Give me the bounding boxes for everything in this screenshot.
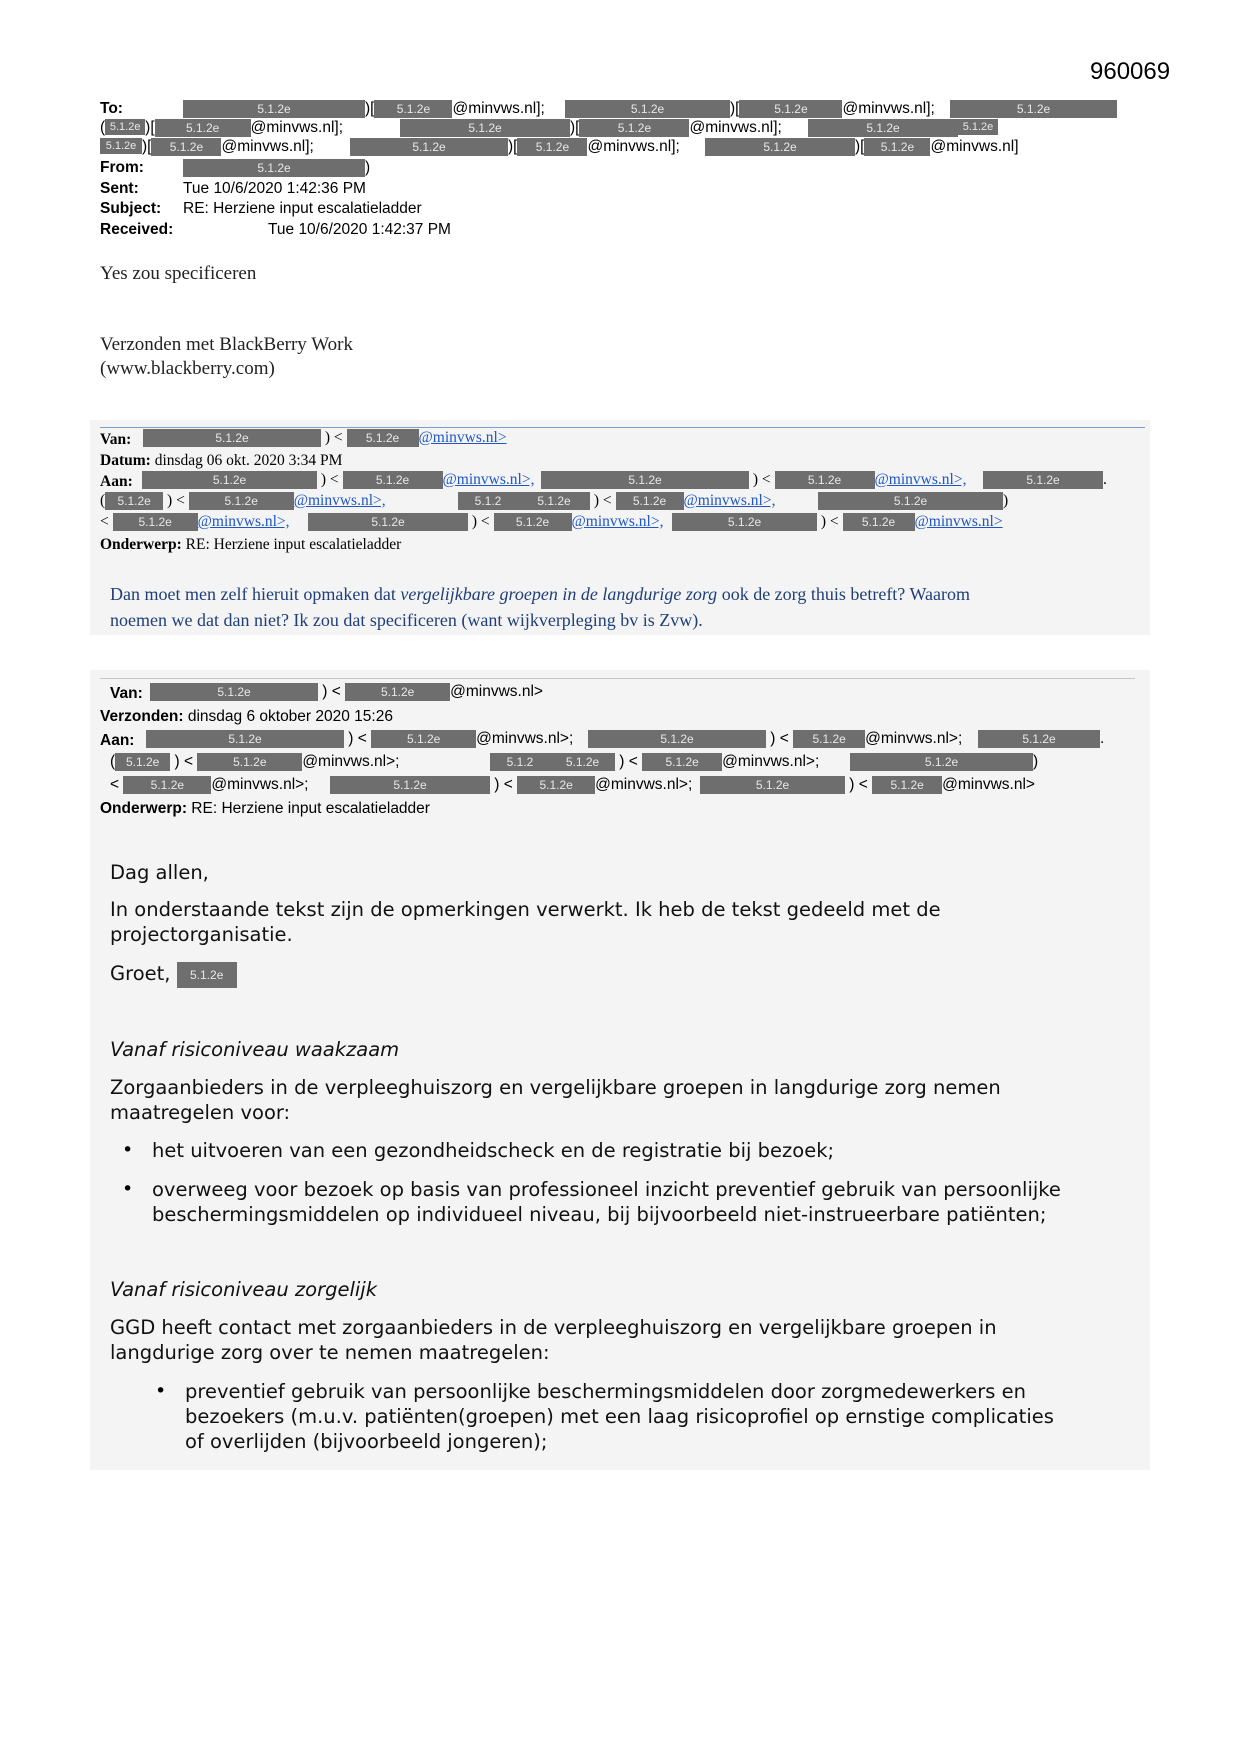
redaction: 5.1.2e (700, 776, 845, 794)
section2-bullet-1-line-3: of overlijden (bijvoorbeeld jongeren); (185, 1430, 548, 1453)
section1-intro-line-1: Zorgaanbieders in de verpleeghuiszorg en vergelijkbare groepen in langdurige zorg nemen (110, 1076, 1001, 1099)
redaction: 5.1.2e (739, 100, 842, 118)
redaction: 5.1.2e (843, 513, 915, 531)
onderwerp-value: RE: Herziene input escalatieladder (191, 800, 430, 817)
redaction: 5.1.2e (155, 119, 251, 137)
section1-bullet-2-line-2: beschermingsmiddelen op individueel niveau, bij bijvoorbeeld niet-instrueerbare patiënten; (152, 1203, 1047, 1226)
section2-bullet-1-line-1: preventief gebruik van persoonlijke beschermingsmiddelen door zorgmedewerkers en (185, 1380, 1026, 1403)
redaction: 5.1.2e (345, 683, 450, 701)
section1-bullet-2-line-1: overweeg voor bezoek op basis van professioneel inzicht preventief gebruik van persoonlijke (152, 1178, 1061, 1201)
redaction: 5.1.2e (978, 730, 1100, 748)
sent-value: Tue 10/6/2020 1:42:36 PM (183, 180, 366, 197)
redaction: 5.1.2e (100, 138, 142, 154)
datum-value: dinsdag 06 okt. 2020 3:34 PM (154, 452, 343, 469)
email-domain: @minvws.nl] (930, 138, 1019, 155)
redaction: 5.1.2e (177, 962, 237, 988)
email-domain: @minvws.nl>; (595, 776, 693, 793)
redaction: 5.1.2e (105, 119, 145, 135)
redaction: 5.1.2e (143, 429, 321, 447)
bullet: • (155, 1380, 167, 1402)
redaction: 5.1.2e (517, 138, 587, 156)
email-domain: @minvws.nl]; (587, 138, 680, 155)
redaction: 5.1.2e (642, 753, 722, 771)
redaction: 5.1.2e (518, 492, 590, 510)
van-label: Van: (100, 431, 132, 448)
email-domain: @minvws.nl> (942, 776, 1035, 793)
redaction: 5.1.2e (793, 730, 865, 748)
redaction: 5.1.2e (115, 753, 170, 771)
redaction: 5.1.2e (808, 119, 958, 137)
redaction: 5.1.2e (105, 492, 163, 510)
redaction: 5.1.2e (374, 100, 452, 118)
redaction: 5.1.2e (146, 730, 344, 748)
email-domain: @minvws.nl>; (211, 776, 309, 793)
redaction: 5.1.2e (616, 492, 684, 510)
redaction: 5.1.2e (950, 100, 1117, 118)
section2-intro-line-1: GGD heeft contact met zorgaanbieders in de verpleeghuiszorg en vergelijkbare groepen in (110, 1316, 997, 1339)
redaction: 5.1.2e (872, 776, 942, 794)
from-label: From: (100, 159, 144, 176)
redaction: 5.1.2e (550, 753, 615, 771)
redaction: 5.1.2e (958, 119, 998, 135)
datum-label: Datum: (100, 452, 151, 469)
sent-label: Sent: (100, 180, 139, 197)
subject-value: RE: Herziene input escalatieladder (183, 200, 422, 217)
redaction-partial: 5.1.2 (490, 753, 550, 771)
email-link[interactable]: @minvws.nl>, (874, 471, 967, 488)
redaction: 5.1.2e (197, 753, 302, 771)
email-domain: @minvws.nl>; (865, 730, 963, 747)
redaction: 5.1.2e (494, 513, 572, 531)
email-link[interactable]: @minvws.nl>, (197, 513, 290, 530)
subject-label: Subject: (100, 200, 162, 217)
redaction: 5.1.2e (343, 471, 443, 489)
redaction: 5.1.2e (350, 138, 508, 156)
redaction: 5.1.2e (183, 100, 365, 118)
onderwerp-label: Onderwerp: (100, 536, 182, 553)
redaction: 5.1.2e (579, 119, 689, 137)
email-domain: @minvws.nl]; (250, 119, 344, 136)
email-link[interactable]: @minvws.nl>, (442, 471, 535, 488)
redaction: 5.1.2e (565, 100, 730, 118)
redaction: 5.1.2e (818, 492, 1003, 510)
closing: Groet, 5.1.2e (110, 961, 237, 988)
email-domain: @minvws.nl]; (689, 119, 782, 136)
email-link[interactable]: @minvws.nl> (914, 513, 1003, 530)
redaction: 5.1.2e (541, 471, 749, 489)
redaction: 5.1.2e (142, 471, 317, 489)
received-label: Received: (100, 221, 174, 238)
divider (100, 427, 1145, 428)
onderwerp-label: Onderwerp: (100, 800, 187, 817)
section2-title: Vanaf risiconiveau zorgelijk (110, 1278, 378, 1301)
redaction: 5.1.2e (588, 730, 766, 748)
email2-body-line-2: noemen we dat dan niet? Ik zou dat specificeren (want wijkverpleging bv is Zvw). (110, 610, 703, 630)
redaction: 5.1.2e (371, 730, 476, 748)
email-domain: @minvws.nl]; (221, 138, 314, 155)
bullet: • (122, 1139, 134, 1161)
email1-body: Yes zou specificeren (100, 263, 257, 284)
aan-label: Aan: (100, 732, 135, 749)
redaction: 5.1.2e (308, 513, 468, 531)
email-domain: @minvws.nl>; (722, 753, 820, 770)
email-link[interactable]: @minvws.nl>, (683, 492, 776, 509)
email-domain: @minvws.nl>; (476, 730, 574, 747)
para1-line-1: In onderstaande tekst zijn de opmerkingen verwerkt. Ik heb de tekst gedeeld met de (110, 898, 941, 921)
redaction-partial: 5.1.2 (458, 492, 518, 510)
redaction: 5.1.2e (517, 776, 595, 794)
redaction: 5.1.2e (864, 138, 930, 156)
redaction: 5.1.2e (189, 492, 294, 510)
van-label: Van: (110, 685, 143, 702)
bullet: • (122, 1178, 134, 1200)
email2-body-line-1: Dan moet men zelf hieruit opmaken dat vergelijkbare groepen in de langdurige zorg ook de zorg thuis betreft? Waarom (110, 584, 970, 604)
email-link[interactable]: @minvws.nl>, (293, 492, 386, 509)
signature-line-1: Verzonden met BlackBerry Work (100, 334, 353, 355)
email-domain: @minvws.nl>; (302, 753, 400, 770)
redaction: 5.1.2e (705, 138, 855, 156)
redaction: 5.1.2e (775, 471, 875, 489)
to-label: To: (100, 100, 123, 117)
section1-bullet-1: het uitvoeren van een gezondheidscheck en de registratie bij bezoek; (152, 1139, 835, 1162)
redaction: 5.1.2e (113, 513, 198, 531)
section1-title: Vanaf risiconiveau waakzaam (110, 1038, 400, 1061)
redaction: 5.1.2e (672, 513, 817, 531)
redaction: 5.1.2e (400, 119, 570, 137)
page-number: 960069 (1090, 58, 1171, 85)
email-domain: @minvws.nl> (450, 683, 543, 700)
section2-intro-line-2: langdurige zorg over te nemen maatregelen: (110, 1341, 550, 1364)
redaction: 5.1.2e (151, 138, 221, 156)
section1-intro-line-2: maatregelen voor: (110, 1101, 291, 1124)
redaction: 5.1.2e (330, 776, 490, 794)
redaction: 5.1.2e (983, 471, 1103, 489)
signature-line-2: (www.blackberry.com) (100, 358, 275, 379)
greeting: Dag allen, (110, 861, 209, 884)
email-domain: @minvws.nl]; (452, 100, 545, 117)
redaction: 5.1.2e (183, 159, 365, 177)
verzonden-value: dinsdag 6 oktober 2020 15:26 (187, 708, 393, 725)
section2-bullet-1-line-2: bezoekers (m.u.v. patiënten(groepen) met een laag risicoprofiel op ernstige complicaties (185, 1405, 1054, 1428)
email-link[interactable]: @minvws.nl> (418, 429, 507, 446)
redaction: 5.1.2e (850, 753, 1033, 771)
redaction: 5.1.2e (347, 429, 419, 447)
received-value: Tue 10/6/2020 1:42:37 PM (268, 221, 451, 238)
divider (100, 678, 1135, 679)
email-domain: @minvws.nl]; (842, 100, 935, 117)
redaction: 5.1.2e (123, 776, 211, 794)
verzonden-label: Verzonden: (100, 708, 184, 725)
redaction: 5.1.2e (150, 683, 318, 701)
para1-line-2: projectorganisatie. (110, 923, 293, 946)
onderwerp-value: RE: Herziene input escalatieladder (185, 536, 402, 553)
email-link[interactable]: @minvws.nl>, (571, 513, 664, 530)
aan-label: Aan: (100, 473, 133, 490)
